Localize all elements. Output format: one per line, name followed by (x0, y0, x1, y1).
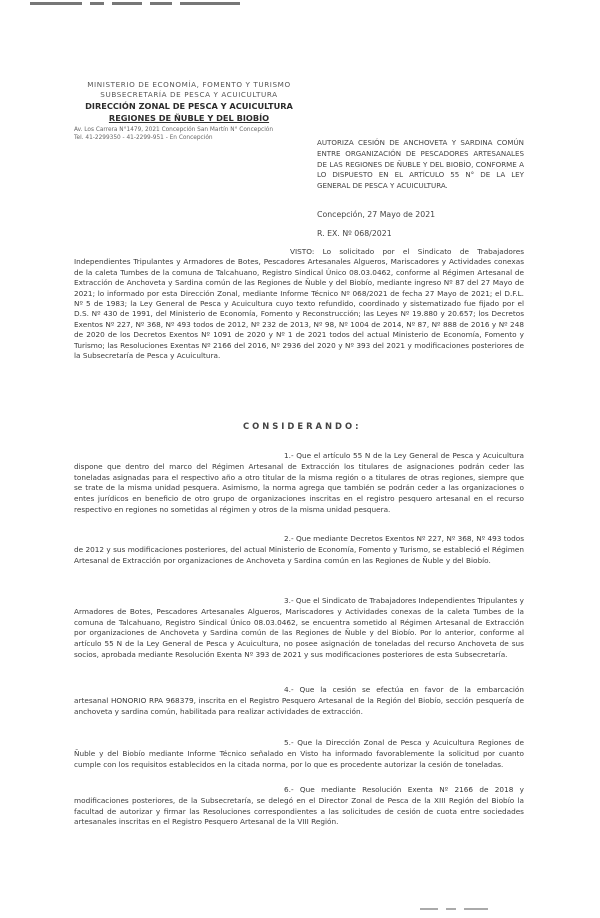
considerando-paragraph-6: 6.- Que mediante Resolución Exenta Nº 2166 de 2018 y modificaciones posteriores, de la Subsecretaría, se delegó en el Director Zonal de Pesca de la XIII Región del Biobío la facultad de autorizar y firmar las Resoluciones correspondientes a las solicitudes de cesión de cuota entre sociedades artesanales inscritas en el Registro Pesquero Artesanal de la VIII Región. (74, 785, 524, 827)
resolution-date: Concepción, 27 Mayo de 2021 (317, 210, 436, 219)
considerando-paragraph-1: 1.- Que el artículo 55 N de la Ley General de Pesca y Acuicultura dispone que dentro del marco del Régimen Artesanal de Extracción los titulares de asignaciones podrán ceder las toneladas asignadas para el respectivo año a otro titular de la misma región o a titulares de otras regiones, siempre que se trate de la misma unidad pesquera. Asimismo, la norma agrega que también se podrán ceder a las organizaciones o entes jurídicos en beneficio de otro grupo de organizaciones inscritas en el registro pesquero artesanal en el recurso respectivo en regiones no sometidas al régimen y otros de la misma unidad pesquera. (74, 451, 524, 514)
office-address (74, 126, 314, 142)
visto-paragraph: VISTO: Lo solicitado por el Sindicato de Trabajadores Independientes Tripulantes y Armadores de Botes, Pescadores Artesanales Algueros, Mariscadores y Actividades conexas de la caleta Tumbes de la comuna de Talcahuano, Registro Sindical Único 08.03.0462, conforme al Régimen Artesanal de Extracción de Anchoveta y Sardina común de las Regiones de Ñuble y del Biobío, mediante ingreso Nº 87 del 27 Mayo de 2021; lo informado por esta Dirección Zonal, mediante Informe Técnico Nº 068/2021 de fecha 27 Mayo de 2021; el D.F.L. Nº 5 de 1983; la Ley General de Pesca y Acuicultura cuyo texto refundido, coordinado y sistematizado fue fijado por el D.S. Nº 430 de 1991, del Ministerio de Economía, Fomento y Reconstrucción; las Leyes Nº 19.880 y 20.657; los Decretos Exentos Nº 227, Nº 368, Nº 493 todos de 2012, Nº 232 de 2013, Nº 98, Nº 1004 de 2014, Nº 87, Nº 888 de 2016 y Nº 248 de 2020 de los Decretos Exentos Nº 1091 de 2020 y Nº 1 de 2021 todos del actual Ministerio de Economía, Fomento y Turismo; las Resoluciones Exentas Nº 2166 del 2016, Nº 2936 del 2020 y Nº 393 del 2021 y modificaciones posteriores de la Subsecretaría de Pesca y Acuicultura. (74, 247, 524, 361)
regiones-name: REGIONES DE ÑUBLE Y DEL BIOBÍO (108, 113, 270, 123)
considerando-paragraph-5: 5.- Que la Dirección Zonal de Pesca y Acuicultura Regiones de Ñuble y del Biobío mediante Informe Técnico señalado en Visto ha informado favorablemente la solicitud por cuanto cumple con los requisitos establecidos en la citada norma, por lo que es procedente autorizar la cesión de toneladas. (74, 738, 524, 769)
considerando-paragraph-2: 2.- Que mediante Decretos Exentos Nº 227, Nº 368, Nº 493 todos de 2012 y sus modificaciones posteriores, del actual Ministerio de Economía, Fomento y Turismo, se estableció el Régimen Artesanal de Extracción por organizaciones de Anchoveta y Sardina común en las Regiones de Ñuble y del Biobío. (74, 534, 524, 565)
resolution-number: R. EX. Nº 068/2021 (317, 229, 392, 238)
address-line-2: Tel. 41-2299350 - 41-2299-951 - En Concepción (74, 135, 213, 141)
scan-marks-bottom (420, 908, 540, 912)
resolution-subject: AUTORIZA CESIÓN DE ANCHOVETA Y SARDINA COMÚN ENTRE ORGANIZACIÓN DE PESCADORES ARTESANALES DE LAS REGIONES DE ÑUBLE Y DEL BIOBÍO, CONFORME A LO DISPUESTO EN EL ARTÍCULO 55 N° DE LA LEY GENERAL DE PESCA Y ACUICULTURA. (317, 138, 524, 191)
considerando-paragraph-4: 4.- Que la cesión se efectúa en favor de la embarcación artesanal HONORIO RPA 968379, inscrita en el Registro Pesquero Artesanal de la Región del Biobío, sección pesquería de anchoveta y sardina común, habilitada para realizar actividades de extracción. (74, 685, 524, 716)
address-line-1: Av. Los Carrera N°1479, 2021 Concepción San Martín N° Concepción (74, 127, 274, 133)
direccion-name: DIRECCIÓN ZONAL DE PESCA Y ACUICULTURA (85, 101, 293, 111)
ministry-name: MINISTERIO DE ECONOMÍA, FOMENTO Y TURISMO (87, 80, 291, 89)
subsecretaria-name: SUBSECRETARÍA DE PESCA Y ACUICULTURA (100, 90, 278, 99)
letterhead (74, 80, 304, 124)
considerando-paragraph-3: 3.- Que el Sindicato de Trabajadores Independientes Tripulantes y Armadores de Botes, Pescadores Artesanales Algueros, Mariscadores y Actividades conexas de la caleta Tumbes de la comuna de Talcahuano, Registro Sindical Único 08.03.0462, se encuentra sometido al Régimen Artesanal de Extracción por organizaciones de Anchoveta y Sardina común de las Regiones de Ñuble y del Biobío. Por lo anterior, conforme al artículo 55 N de la Ley General de Pesca y Acuicultura, no posee asignación de toneladas del recurso Anchoveta de sus socios, aprobada mediante Resolución Exenta Nº 393 de 2021 y sus modificaciones posteriores de esta Subsecretaría. (74, 596, 524, 659)
considerando-heading: CONSIDERANDO: (243, 421, 362, 431)
scan-marks-top (30, 2, 250, 8)
